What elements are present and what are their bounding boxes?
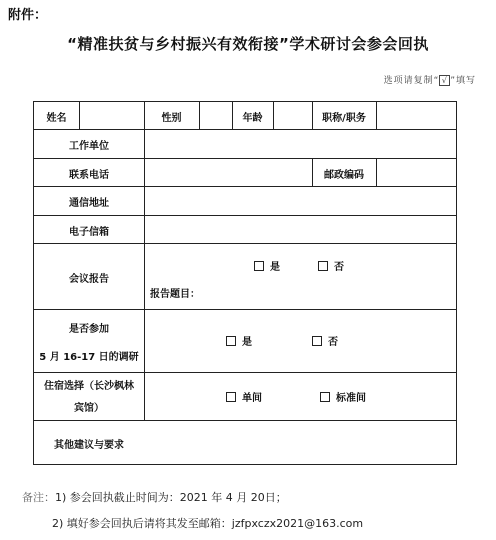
row-divider	[34, 372, 456, 373]
col-divider	[144, 102, 145, 420]
col-divider	[79, 102, 80, 130]
lodging-label-line1: 住宿选择（长沙枫林	[44, 381, 134, 392]
name-label: 姓名	[46, 113, 67, 124]
row-divider	[34, 129, 456, 130]
note-prefix: 备注：	[22, 491, 55, 504]
checkmark-box-icon: √	[439, 75, 450, 86]
other-requests-label: 其他建议与要求	[54, 440, 124, 451]
report-topic-label: 报告题目：	[150, 289, 200, 300]
report-yes-option[interactable]: 是	[254, 258, 280, 273]
checkbox-icon[interactable]	[226, 336, 236, 346]
col-divider	[376, 158, 377, 187]
phone-label: 联系电话	[69, 170, 109, 181]
row-divider	[34, 158, 456, 159]
attend-label-line2: 5 月 16-17 日的调研	[39, 352, 139, 363]
address-label: 通信地址	[69, 198, 109, 209]
row-divider	[34, 309, 456, 310]
document-title: “精准扶贫与乡村振兴有效衔接”学术研讨会参会回执	[67, 35, 429, 53]
report-label: 会议报告	[69, 274, 109, 285]
checkbox-icon[interactable]	[312, 336, 322, 346]
note-line-1: 备注：1) 参会回执截止时间为：2021 年 4 月 20日；	[22, 491, 287, 504]
attend-yes-option[interactable]: 是	[226, 333, 252, 348]
note-line-2: 2) 填好参会回执后请将其发至邮箱：jzfpxczx2021@163.com	[52, 517, 364, 530]
row-divider	[34, 420, 456, 421]
checkbox-icon[interactable]	[318, 261, 328, 271]
job-title-label: 职称/职务	[322, 113, 366, 124]
lodging-label-line2: 宾馆）	[74, 403, 104, 414]
email-label: 电子信箱	[69, 227, 109, 238]
work-unit-label: 工作单位	[69, 141, 109, 152]
fill-hint	[384, 73, 476, 86]
col-divider	[273, 102, 274, 130]
lodging-standard-option[interactable]: 标准间	[320, 389, 366, 404]
col-divider	[376, 102, 377, 130]
gender-label: 性别	[161, 113, 182, 124]
attachment-label: 附件：	[8, 8, 48, 23]
hint-text-after: ”填写	[450, 76, 476, 86]
attend-label-line1: 是否参加	[69, 324, 109, 335]
col-divider	[199, 102, 200, 130]
checkbox-icon[interactable]	[226, 392, 236, 402]
age-label: 年龄	[242, 113, 263, 124]
postcode-label: 邮政编码	[324, 170, 364, 181]
row-divider	[34, 215, 456, 216]
lodging-single-option[interactable]: 单间	[226, 389, 262, 404]
attend-no-option[interactable]: 否	[312, 333, 338, 348]
checkbox-icon[interactable]	[254, 261, 264, 271]
row-divider	[34, 186, 456, 187]
report-no-option[interactable]: 否	[318, 258, 344, 273]
hint-text-before: 选项请复制“	[383, 76, 440, 86]
row-divider	[34, 243, 456, 244]
checkbox-icon[interactable]	[320, 392, 330, 402]
registration-form-table	[33, 101, 457, 465]
